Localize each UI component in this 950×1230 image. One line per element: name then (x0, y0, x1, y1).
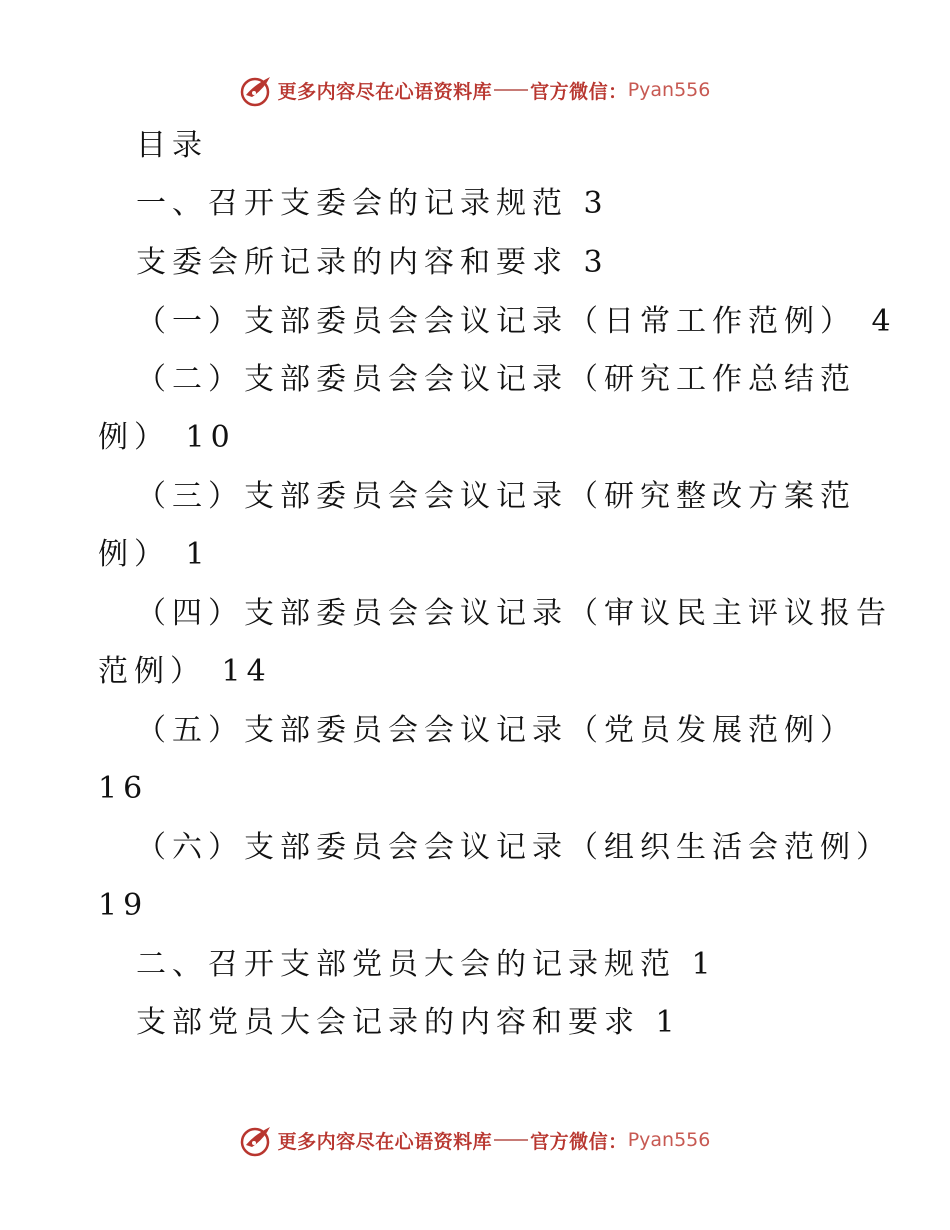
toc-entry[interactable]: （二）支部委员会会议记录（研究工作总结范 (136, 362, 856, 397)
toc-entry[interactable]: 支部党员大会记录的内容和要求 1 (136, 1005, 681, 1040)
watermark-text: 更多内容尽在心语资料库 (277, 80, 493, 103)
toc-entry[interactable]: 二、召开支部党员大会的记录规范 1 (136, 947, 717, 982)
toc-entry-continuation[interactable]: 范例） 14 (98, 654, 272, 689)
toc-entry[interactable]: （五）支部委员会会议记录（党员发展范例） (136, 713, 856, 748)
toc-entry[interactable]: 支委会所记录的内容和要求 3 (136, 245, 609, 280)
toc-entry[interactable]: （六）支部委员会会议记录（组织生活会范例） (136, 830, 892, 865)
header-watermark-banner (0, 70, 950, 110)
toc-entry-continuation[interactable]: 例） 10 (98, 420, 236, 455)
footer-watermark-banner (0, 1120, 950, 1160)
toc-entry[interactable]: （四）支部委员会会议记录（审议民主评议报告 (136, 596, 892, 631)
watermark-contact-label: 官方微信： (530, 1130, 628, 1153)
toc-title: 目录 (136, 128, 208, 163)
toc-entry-continuation[interactable]: 16 (98, 771, 149, 806)
watermark-contact-value: Pyan556 (627, 79, 711, 101)
toc-entry-continuation[interactable]: 例） 1 (98, 537, 211, 572)
watermark-text: 更多内容尽在心语资料库 (277, 1130, 493, 1153)
pen-nib-logo-icon (240, 73, 274, 107)
toc-entry[interactable]: 一、召开支委会的记录规范 3 (136, 186, 609, 221)
watermark-contact-value: Pyan556 (627, 1129, 711, 1151)
toc-entry[interactable]: （三）支部委员会会议记录（研究整改方案范 (136, 479, 856, 514)
watermark-dash (494, 1139, 528, 1141)
watermark-dash (494, 89, 528, 91)
watermark-contact-label: 官方微信： (530, 80, 628, 103)
toc-entry[interactable]: （一）支部委员会会议记录（日常工作范例） 4 (136, 304, 897, 339)
pen-nib-logo-icon (240, 1123, 274, 1157)
toc-entry-continuation[interactable]: 19 (98, 888, 149, 923)
